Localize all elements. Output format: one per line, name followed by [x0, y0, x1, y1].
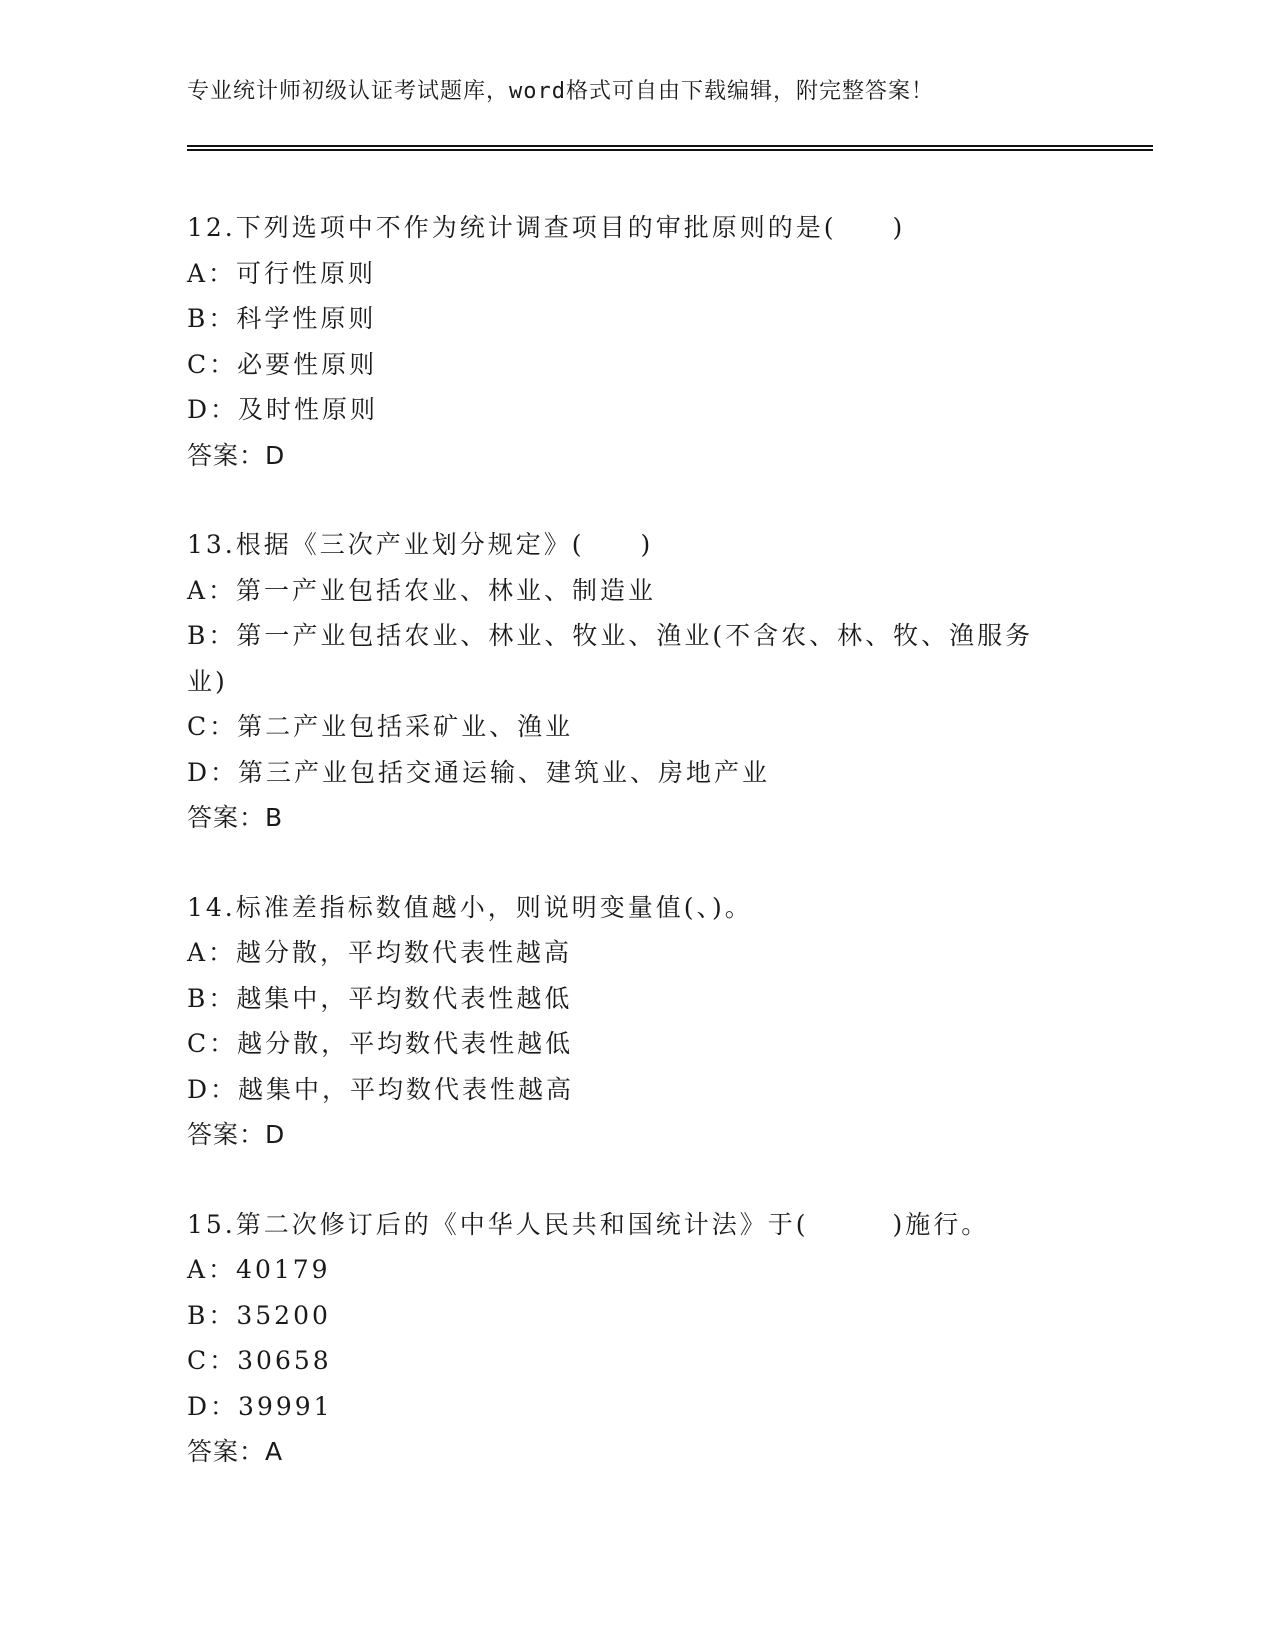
option-c: C：越分散，平均数代表性越低: [187, 1029, 574, 1058]
option-b: B：35200: [187, 1300, 331, 1330]
option-b: B：科学性原则: [187, 304, 377, 333]
question-stem: 15.第二次修订后的《中华人民共和国统计法》于( )施行。: [187, 1209, 990, 1239]
option-c: C：第二产业包括采矿业、渔业: [187, 712, 574, 741]
header-double-rule: [187, 145, 1153, 151]
page-header-title: 专业统计师初级认证考试题库，word格式可自由下载编辑，附完整答案！: [187, 79, 934, 104]
answer-line: 答案：D: [187, 440, 286, 470]
question-stem: 14.标准差指标数值越小，则说明变量值(、)。: [187, 892, 753, 922]
question-14: [187, 885, 1067, 1158]
option-c: C：必要性原则: [187, 349, 378, 379]
option-c: C：30658: [187, 1346, 332, 1375]
option-a: A：40179: [187, 1255, 331, 1284]
answer-line: 答案：D: [187, 1120, 286, 1149]
option-d: D：第三产业包括交通运输、建筑业、房地产业: [187, 757, 771, 787]
answer-line: 答案：A: [187, 1437, 284, 1466]
question-12: [187, 205, 1067, 478]
option-d: D：越集中，平均数代表性越高: [187, 1074, 575, 1104]
answer-line: 答案：B: [187, 803, 284, 832]
option-a: A：第一产业包括农业、林业、制造业: [187, 575, 657, 605]
option-b: B：越集中，平均数代表性越低: [187, 983, 573, 1013]
question-13: [187, 522, 1067, 841]
option-d: D：及时性原则: [187, 395, 379, 424]
question-stem: 13.根据《三次产业划分规定》( ): [187, 530, 654, 559]
question-15: [187, 1202, 1067, 1475]
option-d: D：39991: [187, 1391, 333, 1421]
option-b: B：第一产业包括农业、林业、牧业、渔业(不含农、林、牧、渔服务业): [187, 621, 1034, 696]
question-list: [187, 205, 1067, 1519]
question-stem: 12.下列选项中不作为统计调查项目的审批原则的是( ): [187, 213, 906, 242]
option-a: A：可行性原则: [187, 258, 377, 288]
option-a: A：越分散，平均数代表性越高: [187, 938, 573, 967]
